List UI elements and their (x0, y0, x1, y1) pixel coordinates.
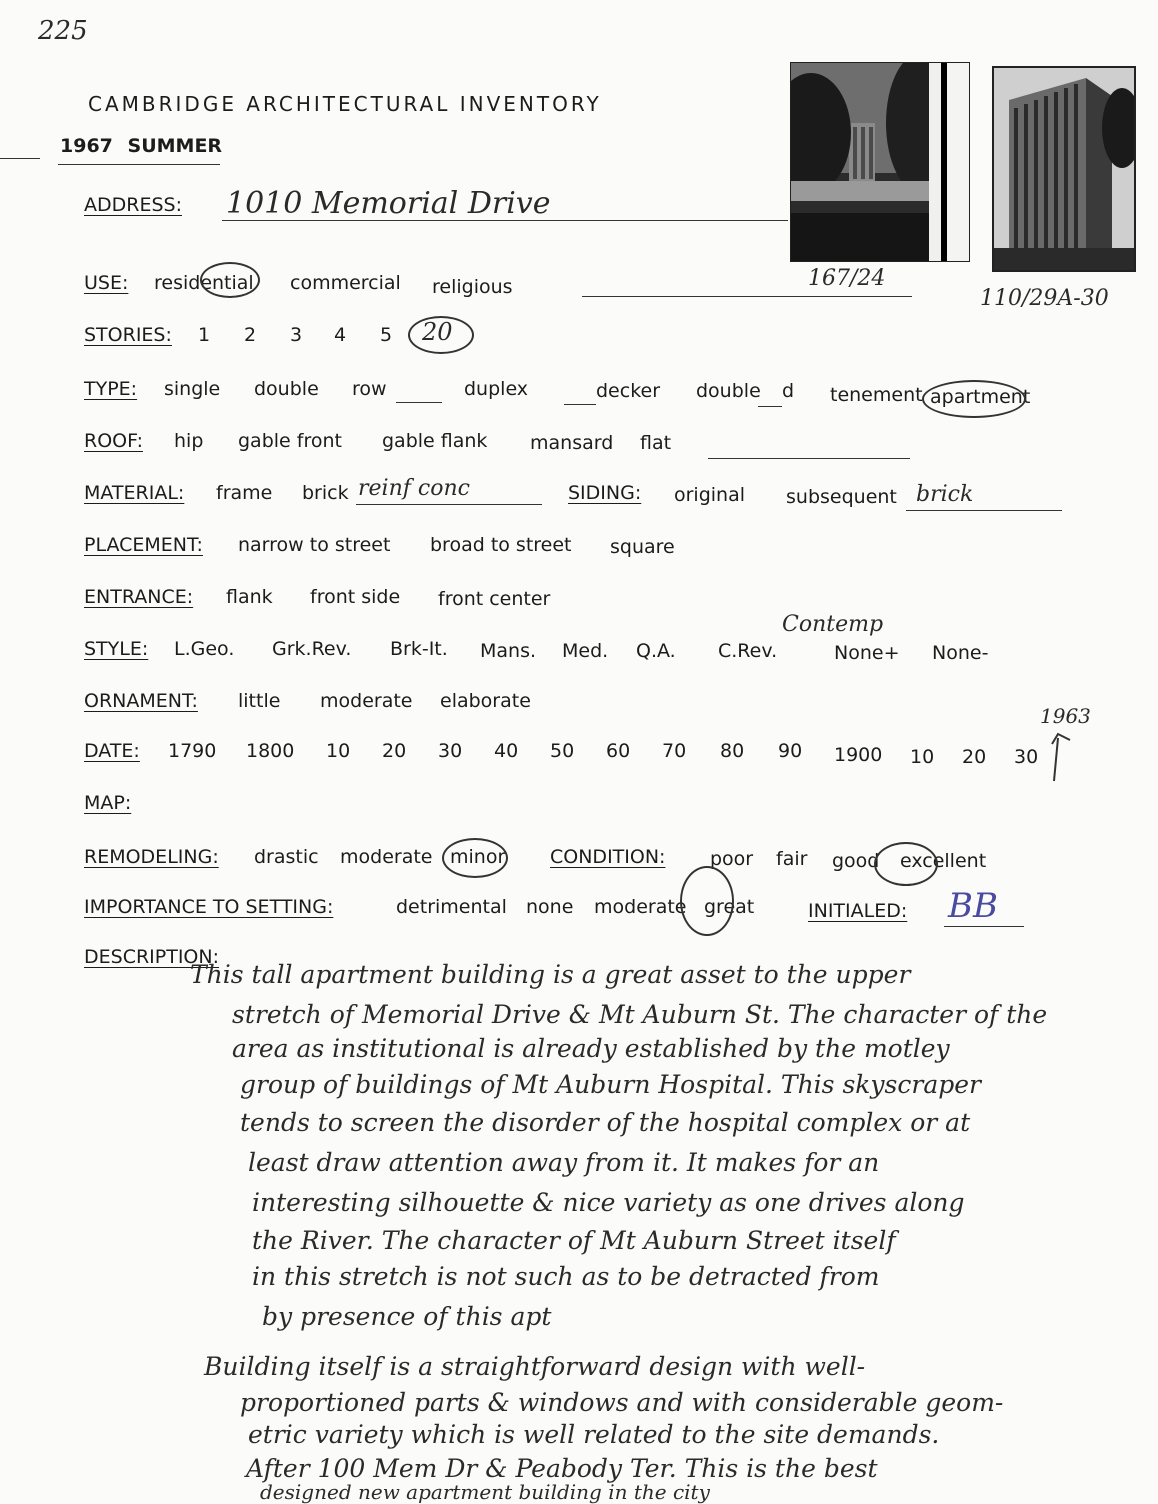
building-photo-2-image (994, 68, 1134, 270)
margin-dash (0, 158, 40, 159)
season-label (60, 135, 222, 157)
date-row (84, 740, 1039, 768)
type-option-double-d: double (696, 380, 761, 402)
stories-option-2: 2 (244, 324, 257, 346)
style-option-brkit: Brk-It. (390, 638, 448, 660)
type-option-row: row (352, 378, 387, 400)
type-option-double: double (254, 378, 319, 400)
date-option-1790: 1790 (168, 740, 217, 762)
entrance-row (84, 586, 551, 610)
placement-option-square: square (610, 536, 675, 558)
stories-option-3: 3 (290, 324, 303, 346)
style-label: STYLE: (84, 638, 149, 660)
type-option-tenement: tenement (830, 384, 923, 406)
stories-option-5: 5 (380, 324, 393, 346)
map-row (84, 792, 131, 814)
description-label: DESCRIPTION: (84, 946, 220, 968)
map-label: MAP: (84, 792, 132, 814)
use-label: USE: (84, 272, 129, 294)
style-option-grkrev: Grk.Rev. (272, 638, 352, 660)
address-value: 1010 Memorial Drive (226, 186, 551, 221)
address-line (222, 220, 788, 221)
date-option-1910: 10 (910, 746, 935, 768)
type-option-apartment: apartment (930, 386, 1031, 408)
description-line-10: by presence of this apt (262, 1302, 552, 1331)
description-line-7: interesting silhouette & nice variety as one drives along (252, 1188, 965, 1217)
condition-option-excellent: excellent (900, 850, 987, 872)
stories-circle (408, 316, 474, 354)
ornament-option-elaborate: elaborate (440, 690, 531, 712)
importance-option-none: none (526, 896, 574, 918)
remodeling-minor-circle (442, 838, 508, 878)
stories-written: 20 (422, 318, 453, 346)
remodeling-option-drastic: drastic (254, 846, 319, 868)
type-double-d-blank (758, 406, 782, 407)
date-option-1900: 1900 (834, 744, 883, 766)
stories-option-4: 4 (334, 324, 347, 346)
description-line-2: stretch of Memorial Drive & Mt Auburn St. The character of the (232, 1000, 1048, 1029)
date-option-1930: 30 (1014, 746, 1039, 768)
siding-written: brick (916, 482, 974, 507)
description-line-4: group of buildings of Mt Auburn Hospital. This skyscraper (240, 1070, 981, 1099)
season-underline (58, 164, 220, 165)
address-row (84, 194, 182, 216)
description-line-5: tends to screen the disorder of the hospital complex or at (240, 1108, 971, 1137)
entrance-option-flank: flank (226, 586, 273, 608)
address-label: ADDRESS: (84, 194, 182, 216)
date-option-80: 80 (720, 740, 745, 762)
roof-option-gable-flank: gable flank (382, 430, 488, 452)
roof-row (84, 430, 672, 454)
roof-option-flat: flat (640, 432, 672, 454)
roof-blank (708, 458, 910, 459)
type-apartment-circle (922, 380, 1026, 418)
description-line-13: etric variety which is well related to the site demands. (248, 1420, 940, 1449)
stories-row (84, 324, 393, 346)
importance-label: IMPORTANCE TO SETTING: (84, 896, 334, 918)
type-option-duplex: duplex (464, 378, 529, 400)
condition-option-poor: poor (710, 848, 754, 870)
description-line-8: the River. The character of Mt Auburn Street itself (252, 1226, 896, 1255)
date-option-20: 20 (382, 740, 407, 762)
roof-option-hip: hip (174, 430, 204, 452)
description-line-3: area as institutional is already established by the motley (232, 1034, 950, 1063)
placement-option-narrow: narrow to street (238, 534, 391, 556)
type-option-d: d (782, 380, 795, 402)
entrance-option-front-center: front center (438, 588, 551, 610)
date-option-1800: 1800 (246, 740, 295, 762)
season-year: 1967 (60, 135, 113, 157)
date-option-60: 60 (606, 740, 631, 762)
description-line-9: in this stretch is not such as to be detracted from (252, 1262, 880, 1291)
style-row (84, 638, 989, 664)
placement-label: PLACEMENT: (84, 534, 203, 556)
remodeling-option-minor: minor (450, 846, 506, 868)
date-written: 1963 (1040, 704, 1091, 728)
date-option-50: 50 (550, 740, 575, 762)
importance-row (84, 896, 908, 922)
date-arrow-icon (1044, 726, 1074, 786)
page-number: 225 (38, 16, 88, 46)
use-option-religious: religious (432, 276, 513, 298)
importance-option-great: great (704, 896, 755, 918)
condition-option-good: good (832, 850, 880, 872)
roof-option-mansard: mansard (530, 432, 614, 454)
style-option-qa: Q.A. (636, 640, 676, 662)
ornament-label: ORNAMENT: (84, 690, 198, 712)
photo-label-1: 167/24 (808, 266, 886, 291)
season-name: SUMMER (127, 135, 223, 157)
description-line-1: This tall apartment building is a great asset to the upper (190, 960, 911, 989)
initialed-label: INITIALED: (808, 900, 908, 922)
use-option-commercial: commercial (290, 272, 401, 294)
form-title: CAMBRIDGE ARCHITECTURAL INVENTORY (88, 92, 602, 116)
use-residential-circle (200, 262, 260, 298)
description-line-14: After 100 Mem Dr & Peabody Ter. This is the best (246, 1454, 878, 1483)
remodeling-row (84, 846, 987, 872)
description-line-12: proportioned parts & windows and with considerable geom- (240, 1388, 1004, 1417)
material-option-frame: frame (216, 482, 273, 504)
style-option-crev: C.Rev. (718, 640, 778, 662)
date-option-40: 40 (494, 740, 519, 762)
style-option-med: Med. (562, 640, 609, 662)
style-option-mans: Mans. (480, 640, 537, 662)
style-written: Contemp (782, 612, 884, 637)
siding-blank (906, 510, 1062, 511)
date-option-70: 70 (662, 740, 687, 762)
photo-label-1-line (582, 296, 912, 297)
condition-option-fair: fair (776, 848, 808, 870)
importance-option-moderate: moderate (594, 896, 687, 918)
material-blank (356, 504, 542, 505)
style-option-lgeo: L.Geo. (174, 638, 235, 660)
building-photo-1 (790, 62, 970, 262)
type-label: TYPE: (84, 378, 138, 400)
description-line-15: designed new apartment building in the city (260, 1480, 710, 1504)
material-label: MATERIAL: (84, 482, 185, 504)
importance-great-circle (680, 866, 734, 936)
roof-label: ROOF: (84, 430, 143, 452)
entrance-label: ENTRANCE: (84, 586, 194, 608)
type-row (84, 378, 1031, 408)
date-label: DATE: (84, 740, 140, 762)
type-option-single: single (164, 378, 221, 400)
building-photo-2 (992, 66, 1136, 272)
description-line-11: Building itself is a straightforward design with well- (204, 1352, 866, 1381)
style-option-none-minus: None- (932, 642, 989, 664)
type-decker-blank (564, 404, 596, 405)
placement-row (84, 534, 675, 558)
siding-option-original: original (674, 484, 746, 506)
use-option-residential: residential (154, 272, 254, 294)
type-option-decker: decker (596, 380, 661, 402)
style-option-none-plus: None+ (834, 642, 900, 664)
initialed-line (944, 926, 1024, 927)
siding-option-subsequent: subsequent (786, 486, 897, 508)
stories-label: STORIES: (84, 324, 172, 346)
placement-option-broad: broad to street (430, 534, 572, 556)
date-option-1920: 20 (962, 746, 987, 768)
entrance-option-front-side: front side (310, 586, 401, 608)
date-option-10: 10 (326, 740, 351, 762)
stories-option-1: 1 (198, 324, 211, 346)
ornament-option-moderate: moderate (320, 690, 413, 712)
date-option-90: 90 (778, 740, 803, 762)
remodeling-option-moderate: moderate (340, 846, 433, 868)
description-line-6: least draw attention away from it. It makes for an (248, 1148, 880, 1177)
type-row-blank (396, 402, 442, 403)
material-option-brick: brick (302, 482, 349, 504)
material-written: reinf conc (358, 476, 470, 501)
ornament-option-little: little (238, 690, 281, 712)
condition-label: CONDITION: (550, 846, 666, 868)
building-photo-1-image (791, 63, 969, 261)
remodeling-label: REMODELING: (84, 846, 219, 868)
date-option-30: 30 (438, 740, 463, 762)
condition-excellent-circle (874, 842, 938, 886)
ornament-row (84, 690, 531, 712)
photo-label-2: 110/29A-30 (980, 286, 1109, 311)
importance-option-detrimental: detrimental (396, 896, 507, 918)
siding-label: SIDING: (568, 482, 642, 504)
roof-option-gable-front: gable front (238, 430, 342, 452)
initialed-value: BB (948, 886, 998, 926)
use-row (84, 272, 513, 298)
